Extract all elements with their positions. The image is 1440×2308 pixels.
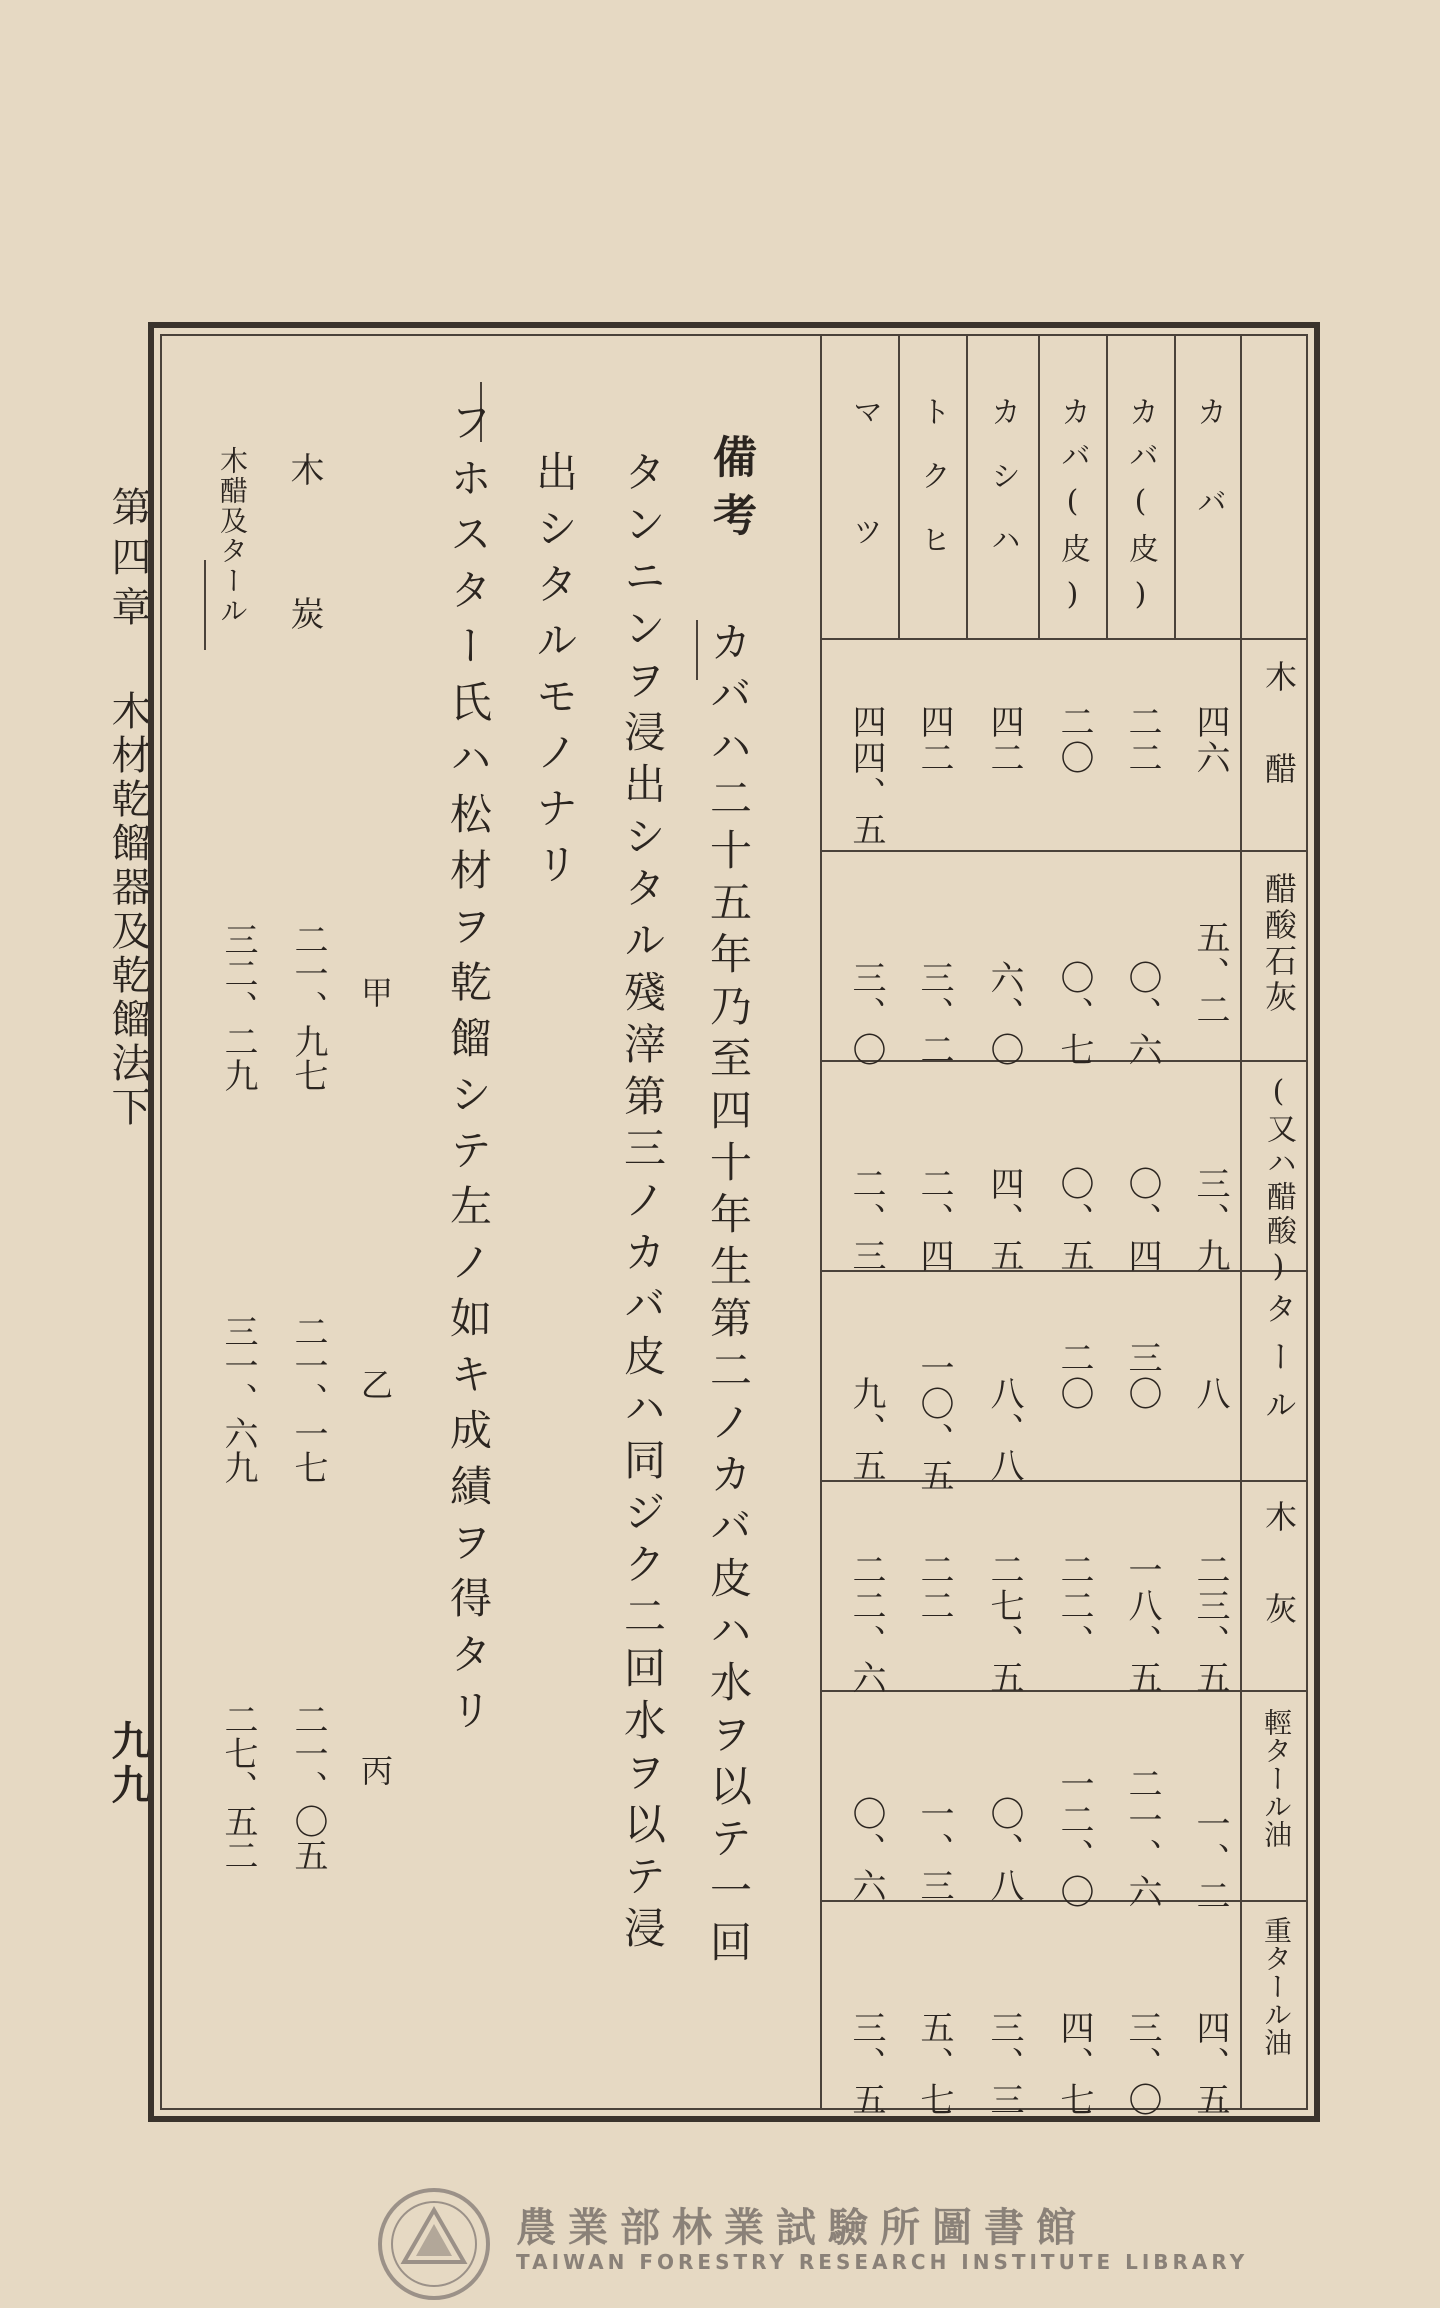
page-number: 九九 (105, 1720, 152, 1808)
remarks-line-2: タンニンヲ浸出シタル殘滓第三ノカバ皮ハ同ジク二回水ヲ以テ浸 (618, 450, 667, 1958)
table-cell: 九、五 (846, 1376, 886, 1484)
table-cell: 二一、一七 (288, 1314, 328, 1484)
table-cell: 四、五 (1190, 2010, 1230, 2118)
table-row-divider (822, 1480, 1308, 1482)
table-cell: 〇、五 (1054, 1166, 1094, 1274)
table-cell: 二一、六 (1122, 1766, 1162, 1910)
header-cell: タール (1260, 1292, 1298, 1436)
library-name-cn: 農業部林業試驗所圖書館 (516, 2205, 1088, 2251)
table-col-divider (898, 336, 900, 638)
table-header-column-border (1240, 336, 1242, 2108)
row-label: カバ(皮) (1123, 396, 1158, 626)
row-label: カバ(皮) (1055, 396, 1090, 626)
table-cell: 二七、五二 (218, 1702, 258, 1872)
table-cell: 八 (1190, 1376, 1230, 1412)
row-label: カバ (1191, 396, 1226, 576)
table-cell: 四二 (914, 704, 954, 776)
table-cell: 一、三 (914, 1796, 954, 1904)
table-cell: 三、〇 (846, 960, 886, 1068)
table-cell: 二、三 (846, 1166, 886, 1274)
header-cell: (又ハ醋酸) (1261, 1074, 1296, 1288)
table-cell: 四、七 (1054, 2010, 1094, 2118)
table-cell: 一二、〇 (1054, 1766, 1094, 1910)
table-cell: 四二 (984, 704, 1024, 776)
library-name-en: TAIWAN FORESTRY RESEARCH INSTITUTE LIBRARY (516, 2250, 1249, 2274)
remarks-line-3: 出シタルモノナリ (530, 450, 579, 898)
forster-intro: フホスター氏ハ松材ヲ乾餾シテ左ノ如キ成績ヲ得タリ (444, 400, 493, 1744)
column-header: 丙 (356, 1754, 394, 1786)
row-label: 木醋及タール (216, 446, 249, 626)
table-cell: 〇、六 (1122, 960, 1162, 1068)
remarks-label: 備考 (705, 434, 756, 550)
table-cell: 五、七 (914, 2010, 954, 2118)
table-cell: 四六 (1190, 704, 1230, 776)
table-cell: 〇、四 (1122, 1166, 1162, 1274)
table-cell: 一八、五 (1122, 1552, 1162, 1696)
table-col-divider (1174, 336, 1176, 638)
table-cell: 〇、六 (846, 1796, 886, 1904)
table-cell: 二一、九七 (288, 922, 328, 1092)
table-cell: 三、五 (846, 2010, 886, 2118)
table-cell: 二三、五 (1190, 1552, 1230, 1696)
table-cell: 二二、 (1054, 1552, 1094, 1660)
table-cell: 三〇 (1122, 1340, 1162, 1412)
table-cell: 三二、二九 (218, 922, 258, 1092)
table-cell: 三一、六九 (218, 1314, 258, 1484)
table-row-divider (822, 850, 1308, 852)
header-cell: 重タール油 (1260, 1916, 1293, 2056)
table-cell: 三、九 (1190, 1166, 1230, 1274)
header-cell: 輕タール油 (1260, 1708, 1293, 1848)
table-cell: 一、二 (1190, 1806, 1230, 1914)
table-cell: 二二 (1122, 704, 1162, 776)
table-cell: 四四、五 (846, 704, 886, 848)
row-label: トクヒ (915, 396, 950, 588)
table-cell: 三、二 (914, 960, 954, 1068)
table-cell: 二一、〇五 (288, 1702, 328, 1872)
remarks-line-1: カバハ二十五年乃至四十年生第二ノカバ皮ハ水ヲ以テ一回 (704, 620, 753, 1972)
table-cell: 八、八 (984, 1376, 1024, 1484)
table-left-border (820, 336, 822, 2108)
table-row-divider (822, 1690, 1308, 1692)
table-col-divider (966, 336, 968, 638)
table-cell: 三、〇 (1122, 2010, 1162, 2118)
header-cell: 醋酸石灰 (1260, 872, 1298, 1016)
table-cell: 二〇 (1054, 704, 1094, 776)
table-cell: 二〇 (1054, 1340, 1094, 1412)
row-label: マツ (847, 396, 882, 636)
table-cell: 五、二 (1190, 920, 1230, 1028)
table-cell: 二、四 (914, 1166, 954, 1274)
row-label: 木炭 (284, 452, 324, 740)
column-header: 乙 (356, 1368, 394, 1400)
header-cell: 木醋 (1260, 660, 1298, 844)
table-cell: 三、三 (984, 2010, 1024, 2118)
table-cell: 一〇、五 (914, 1350, 954, 1494)
table-col-divider (1038, 336, 1040, 638)
table-cell: 〇、七 (1054, 960, 1094, 1068)
header-cell: 木灰 (1260, 1500, 1298, 1684)
table-cell: 二二 (914, 1552, 954, 1624)
table-col-divider (1106, 336, 1108, 638)
column-header: 甲 (356, 976, 394, 1008)
table-cell: 四、五 (984, 1166, 1024, 1274)
library-logo (374, 2184, 494, 2304)
chapter-label: 第四章 (105, 486, 151, 636)
table-cell: 二二、六 (846, 1552, 886, 1696)
table-cell: 六、〇 (984, 960, 1024, 1068)
table-cell: 二七、五 (984, 1552, 1024, 1696)
table-cell: 〇、八 (984, 1796, 1024, 1904)
row-bracket (204, 560, 206, 650)
chapter-title: 木材乾餾器及乾餾法下 (105, 690, 151, 1130)
row-label: カシハ (985, 396, 1020, 588)
table-header-line (822, 638, 1308, 640)
